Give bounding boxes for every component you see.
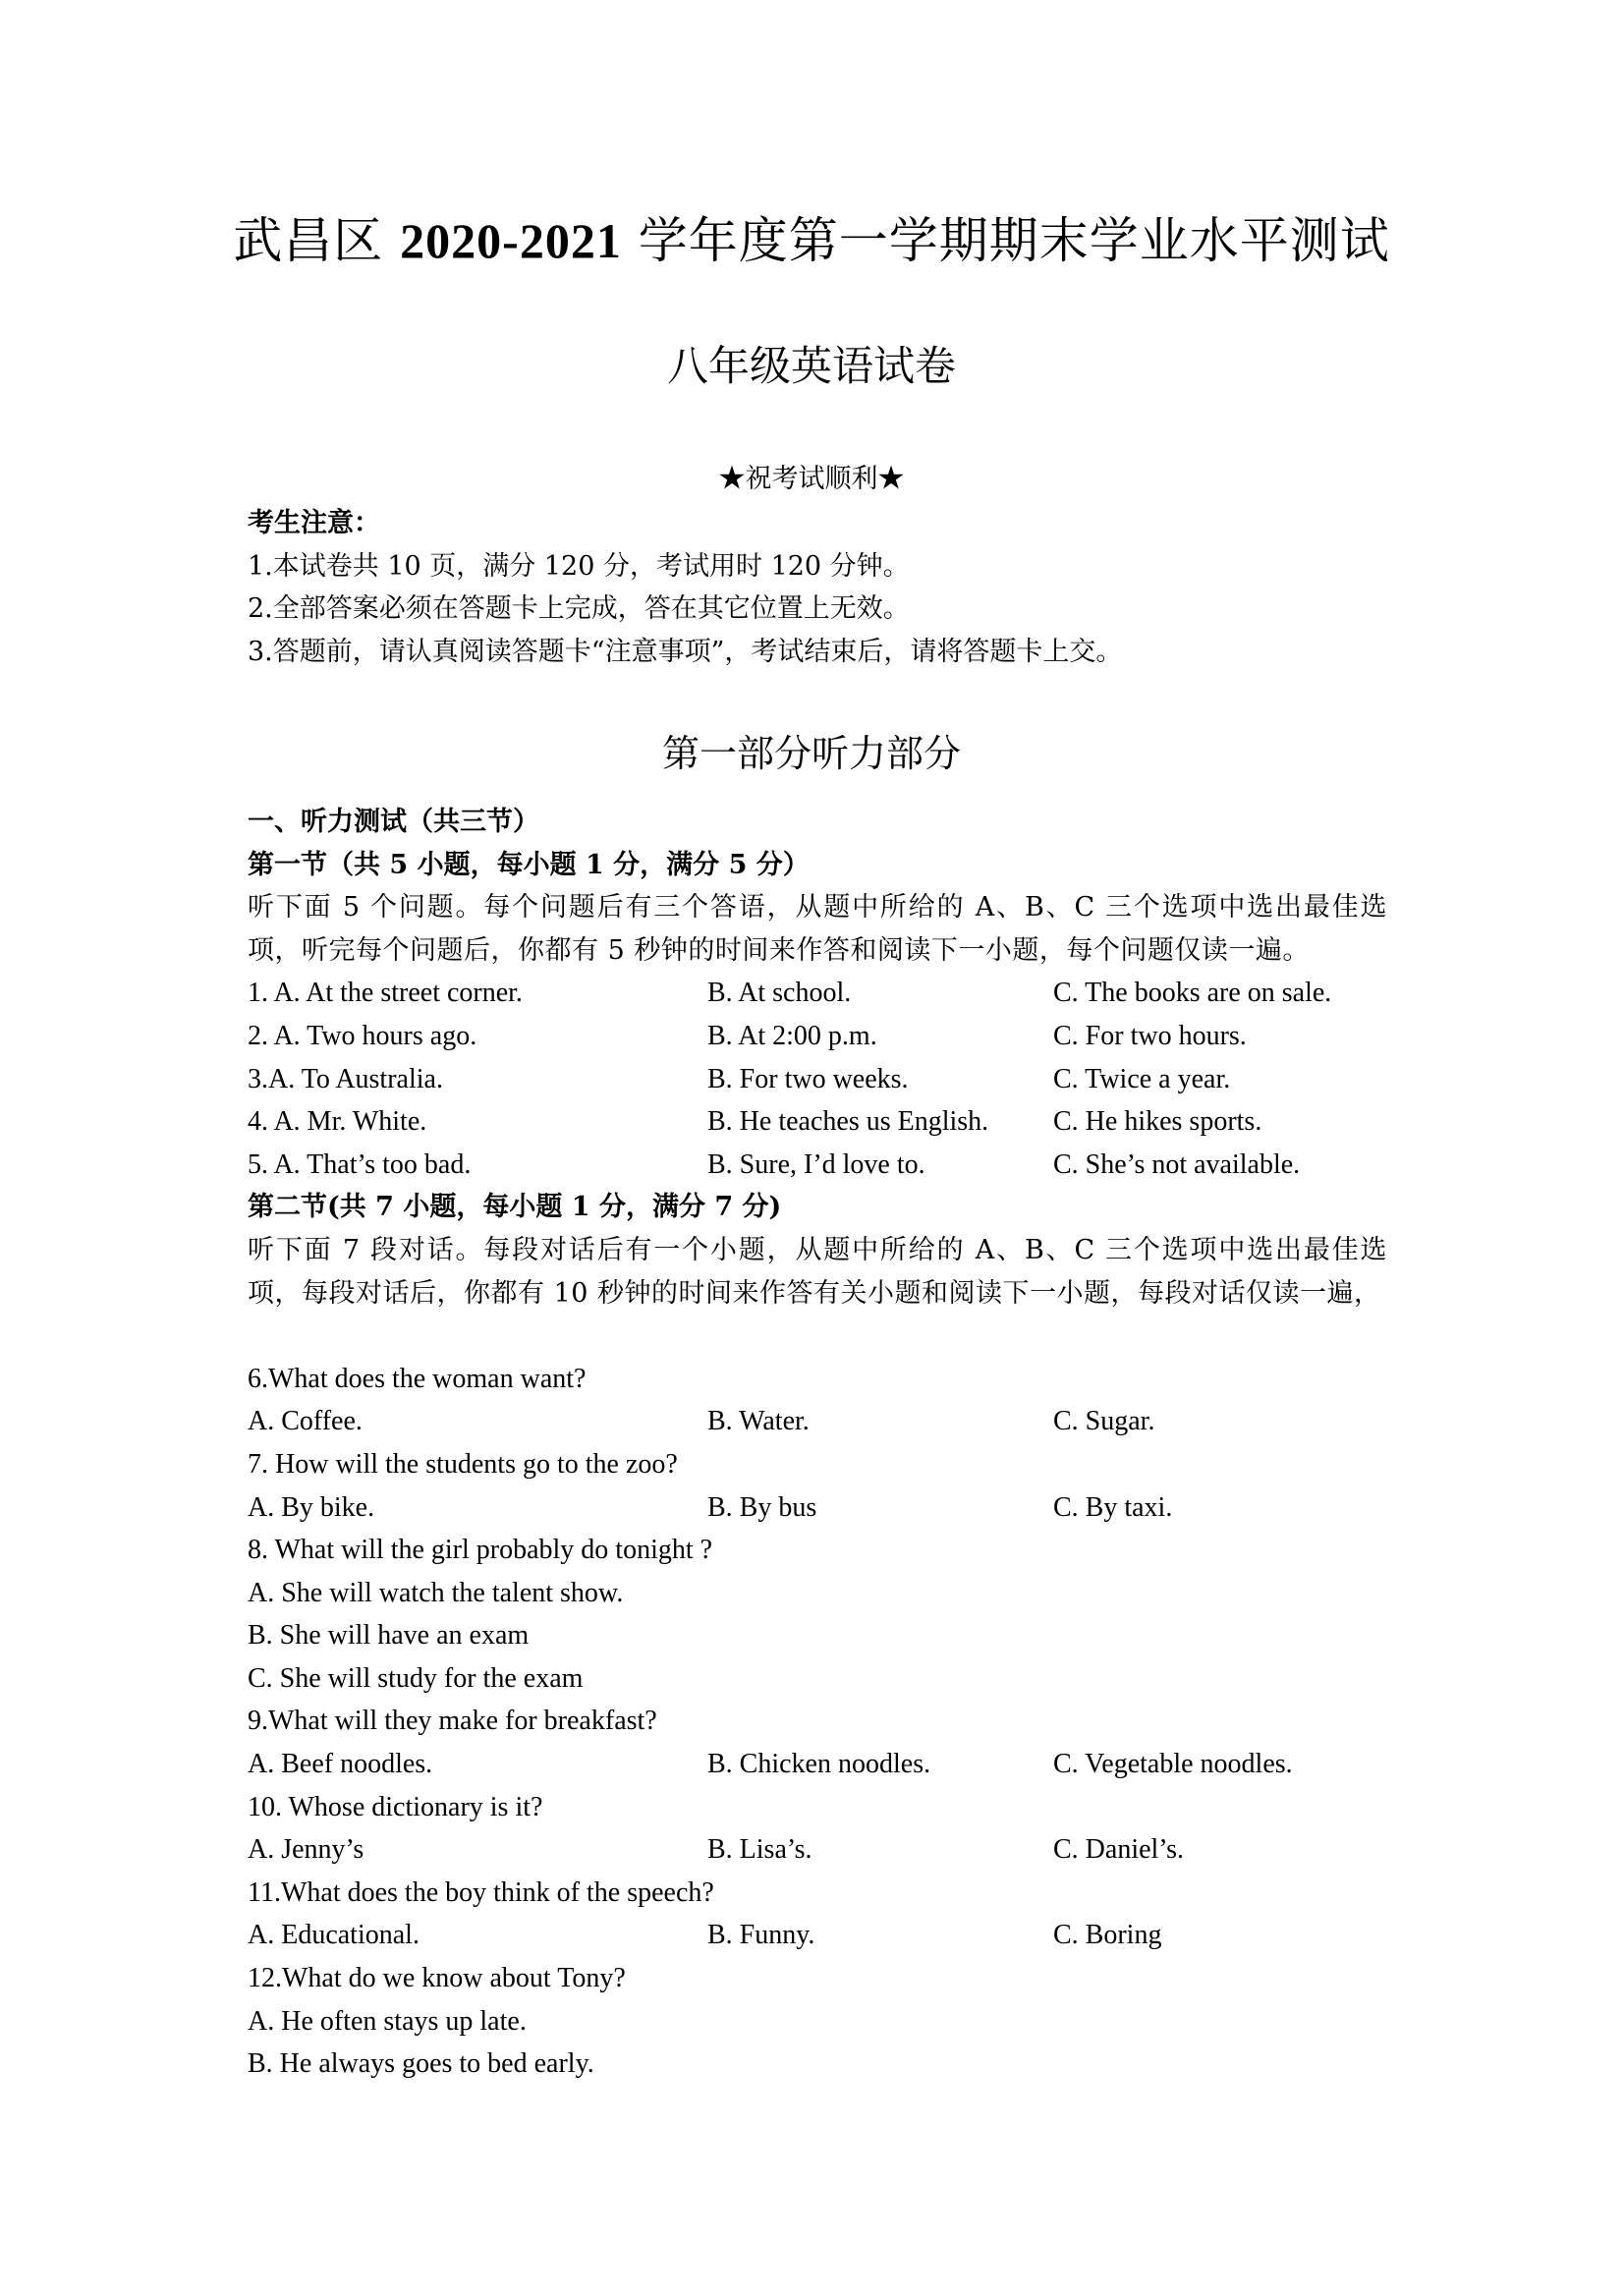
- question-stem: 11.What does the boy think of the speech?: [248, 1876, 714, 1908]
- option-b: B. She will have an exam: [248, 1620, 530, 1652]
- option-b: B. At 2:00 p.m.: [707, 1020, 877, 1051]
- sec2-heading: 第二节(共 7 小题，每小题 1 分，满分 7 分): [248, 1192, 782, 1223]
- option-c: C. Boring: [1053, 1920, 1162, 1951]
- sec2-instructions: 听下面 7 段对话。每段对话后有一个小题，从题中所给的 A、B、C 三个选项中选出最佳选项，每段对话后，你都有 10 秒钟的时间来作答有关小题和阅读下一小题，每段对话仅读一遍，: [248, 1234, 1387, 1309]
- option-a: 5. A. That’s too bad.: [248, 1148, 472, 1180]
- question-stem: 12.What do we know about Tony?: [248, 1963, 626, 1994]
- notice-block: [248, 502, 1387, 673]
- option-b: B. He always goes to bed early.: [248, 2048, 594, 2080]
- option-b: B. Sure, I’d love to.: [707, 1148, 925, 1180]
- option-c: C. Sugar.: [1053, 1406, 1155, 1437]
- section-heading: 一、听力测试（共三节）: [248, 807, 539, 837]
- option-a: A. He often stays up late.: [248, 2005, 527, 2037]
- option-a: A. Jenny’s: [248, 1834, 364, 1866]
- option-b: B. By bus: [707, 1491, 817, 1523]
- title-suffix: 学年度第一学期期末学业水平测试: [621, 212, 1390, 269]
- option-c: C. He hikes sports.: [1053, 1106, 1262, 1138]
- option-c: C. By taxi.: [1053, 1491, 1173, 1523]
- option-c: C. For two hours.: [1053, 1020, 1247, 1051]
- title-year: 2020-2021: [400, 213, 622, 268]
- option-a: 1. A. At the street corner.: [248, 978, 523, 1009]
- good-luck-line: ★祝考试顺利★: [718, 464, 905, 494]
- option-b: B. At school.: [707, 978, 852, 1009]
- part-one-title: 第一部分听力部分: [661, 732, 961, 775]
- question-row: [248, 972, 1387, 1015]
- option-b: B. Funny.: [707, 1920, 815, 1951]
- option-c: C. Daniel’s.: [1053, 1834, 1184, 1866]
- sec1-instructions: 听下面 5 个问题。每个问题后有三个答语，从题中所给的 A、B、C 三个选项中选出最佳选项，听完每个问题后，你都有 5 秒钟的时间来作答和阅读下一小题，每个问题仅读一遍。: [248, 892, 1387, 966]
- option-a: 3.A. To Australia.: [248, 1063, 443, 1094]
- question-row: [248, 1400, 1387, 1443]
- option-a: 4. A. Mr. White.: [248, 1106, 427, 1138]
- exam-subtitle: 八年级英语试卷: [666, 342, 956, 390]
- option-a: A. She will watch the talent show.: [248, 1577, 624, 1608]
- option-c: C. The books are on sale.: [1053, 978, 1332, 1009]
- notice-item: 2.全部答案必须在答题卡上完成，答在其它位置上无效。: [248, 593, 910, 625]
- option-a: 2. A. Two hours ago.: [248, 1020, 477, 1051]
- option-b: B. He teaches us English.: [707, 1106, 989, 1138]
- option-c: C. She will study for the exam: [248, 1662, 584, 1694]
- question-row: [248, 1144, 1387, 1187]
- option-c: C. She’s not available.: [1053, 1148, 1301, 1180]
- question-row: [248, 1914, 1387, 1957]
- notice-heading: 考生注意：: [248, 508, 380, 538]
- question-row: [248, 1015, 1387, 1058]
- notice-item: 3.答题前，请认真阅读答题卡“注意事项”，考试结束后，请将答题卡上交。: [248, 636, 1123, 667]
- option-c: C. Twice a year.: [1053, 1063, 1231, 1094]
- question-stem: 10. Whose dictionary is it?: [248, 1791, 543, 1822]
- option-b: B. For two weeks.: [707, 1063, 909, 1094]
- option-a: A. Educational.: [248, 1920, 420, 1951]
- exam-title: [0, 206, 1623, 275]
- question-row: [248, 1058, 1387, 1101]
- option-b: B. Water.: [707, 1406, 810, 1437]
- option-a: A. By bike.: [248, 1491, 375, 1523]
- notice-item: 1.本试卷共 10 页，满分 120 分，考试用时 120 分钟。: [248, 550, 910, 582]
- option-a: A. Coffee.: [248, 1406, 363, 1437]
- question-row: [248, 1100, 1387, 1144]
- title-prefix: 武昌区: [233, 212, 401, 269]
- option-b: B. Lisa’s.: [707, 1834, 812, 1866]
- option-b: B. Chicken noodles.: [707, 1749, 931, 1780]
- sec1-heading: 第一节（共 5 小题，每小题 1 分，满分 5 分）: [248, 849, 810, 880]
- question-row: [248, 1486, 1387, 1530]
- question-stem: 7. How will the students go to the zoo?: [248, 1448, 678, 1480]
- question-row: [248, 1828, 1387, 1872]
- listening-section: [248, 801, 1387, 2086]
- option-c: C. Vegetable noodles.: [1053, 1749, 1293, 1780]
- question-stem: 9.What will they make for breakfast?: [248, 1706, 657, 1737]
- question-stem: 6.What does the woman want?: [248, 1363, 587, 1394]
- question-stem: 8. What will the girl probably do tonight ?: [248, 1535, 713, 1566]
- question-row: [248, 1743, 1387, 1786]
- option-a: A. Beef noodles.: [248, 1749, 433, 1780]
